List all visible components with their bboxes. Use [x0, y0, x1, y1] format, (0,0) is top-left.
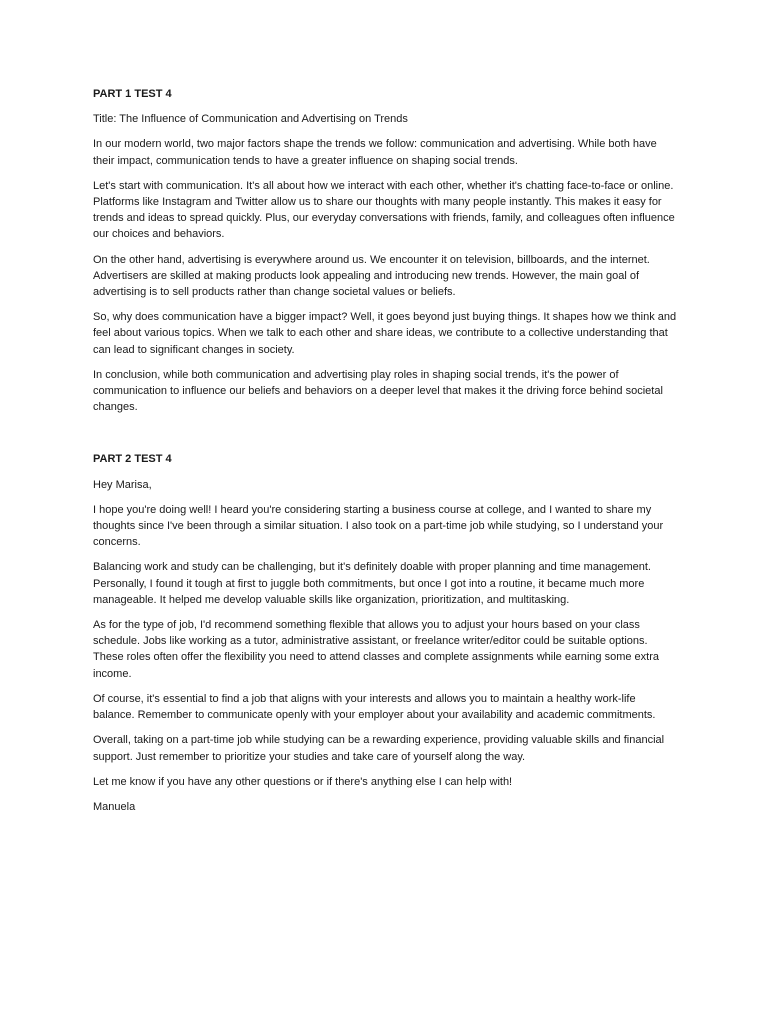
- part1-title: Title: The Influence of Communication and Advertising on Trends: [93, 113, 408, 126]
- section-spacer: [93, 424, 678, 451]
- part1-paragraph-3: On the other hand, advertising is everywhere around us. We encounter it on television, billboards, and the internet. Advertisers are skilled at making products look appealing and introducing new trends. However, the main goal of advertising is to sell products rather than change societal values or beliefs.: [93, 253, 650, 299]
- letter-paragraph-3: As for the type of job, I'd recommend something flexible that allows you to adjust your hours based on your class schedule. Jobs like working as a tutor, administrative assistant, or freelance writer/editor could be suitable options. These roles often offer the flexibility you need to attend classes and complete assignments while earning some extra income.: [93, 619, 660, 680]
- part2-heading: PART 2 TEST 4: [93, 453, 172, 466]
- letter-greeting: Hey Marisa,: [93, 478, 152, 491]
- document-page: [93, 86, 678, 824]
- letter-paragraph-4: Of course, it's essential to find a job that aligns with your interests and allows you to maintain a healthy work-life balance. Remember to communicate openly with your employer about your availability and academic commitments.: [93, 692, 656, 722]
- letter-paragraph-5: Overall, taking on a part-time job while studying can be a rewarding experience, providing valuable skills and financial support. Just remember to prioritize your studies and take care of yourself along the way.: [93, 734, 665, 763]
- letter-signature: Manuela: [93, 800, 136, 813]
- part1-paragraph-2: Let's start with communication. It's all about how we interact with each other, whether it's chatting face-to-face or online. Platforms like Instagram and Twitter allow us to share our thoughts with many people instantly. This makes it easy for trends and ideas to spread quickly. Plus, our everyday conversations with friends, family, and colleagues often influence our choices and behaviors.: [93, 179, 675, 241]
- part1-paragraph-1: In our modern world, two major factors shape the trends we follow: communication and advertising. While both have their impact, communication tends to have a greater influence on shaping social trends.: [93, 138, 657, 167]
- part1-heading: PART 1 TEST 4: [93, 88, 172, 100]
- part1-paragraph-5: In conclusion, while both communication and advertising play roles in shaping social trends, it's the power of communication to influence our beliefs and behaviors on a deeper level that makes it the driving force behind societal changes.: [93, 368, 663, 414]
- letter-paragraph-2: Balancing work and study can be challenging, but it's definitely doable with proper planning and time management. Personally, I found it tough at first to juggle both commitments, but once I got into a routine, it became much more manageable. It helped me develop valuable skills like organization, prioritization, and multitasking.: [93, 561, 651, 606]
- letter-paragraph-1: I hope you're doing well! I heard you're considering starting a business course at college, and I wanted to share my thoughts since I've been through a similar situation. I also took on a part-time job while studying, so I understand your concerns.: [93, 503, 664, 549]
- part1-paragraph-4: So, why does communication have a bigger impact? Well, it goes beyond just buying things. It shapes how we think and feel about various topics. When we talk to each other and share ideas, we contribute to a collective understanding that can lead to significant changes in society.: [93, 311, 677, 356]
- letter-paragraph-6: Let me know if you have any other questions or if there's anything else I can help with!: [93, 775, 513, 788]
